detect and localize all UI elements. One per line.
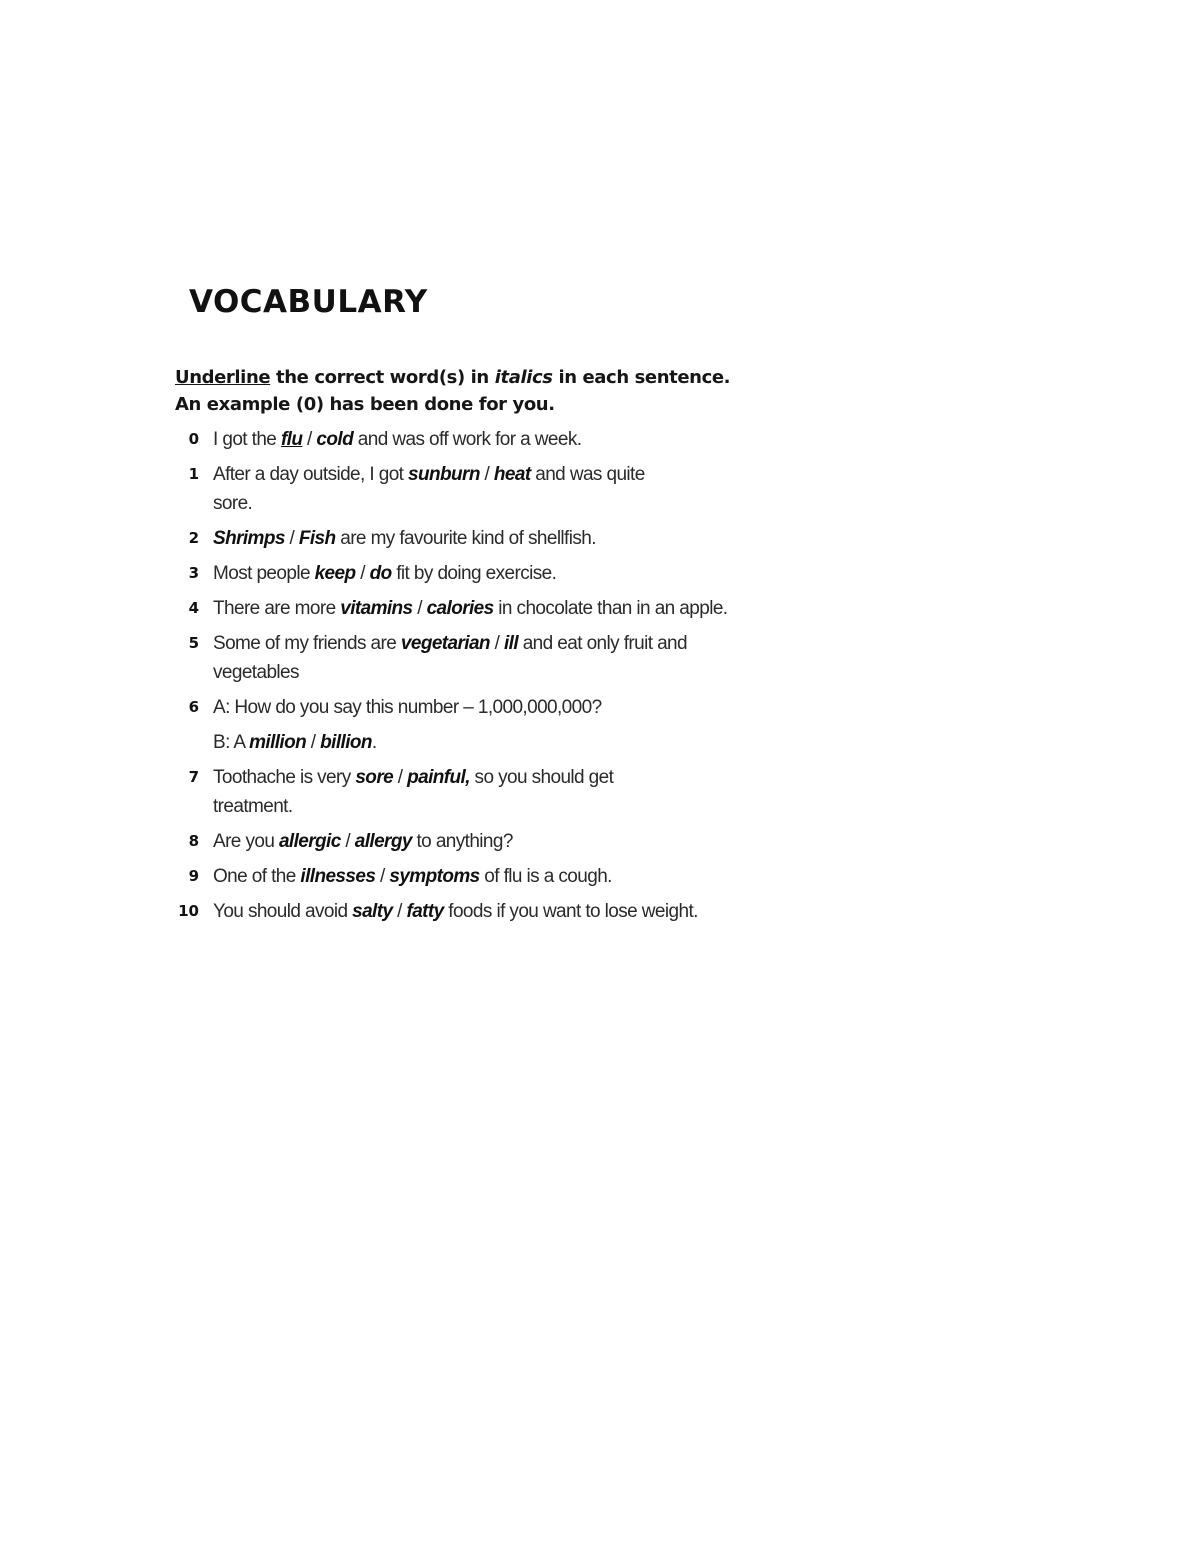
exercise-item-3: [175, 559, 735, 588]
exercise-item-8: [175, 827, 735, 856]
item-text: and was off work for a week.: [353, 429, 582, 450]
option-separator: /: [340, 831, 355, 852]
item-text: are my favourite kind of shellfish.: [335, 528, 596, 549]
item-text: fit by doing exercise.: [391, 563, 557, 584]
item-text: I got the: [213, 429, 281, 450]
option-separator: /: [355, 563, 370, 584]
instruction-italics-word: italics: [494, 367, 553, 388]
exercise-item-7: [175, 763, 673, 821]
item-text: Are you: [213, 831, 279, 852]
option-1[interactable]: salty: [352, 901, 393, 922]
option-separator: /: [284, 528, 299, 549]
option-2[interactable]: painful,: [407, 767, 470, 788]
option-separator: /: [392, 901, 407, 922]
option-2[interactable]: calories: [426, 598, 494, 619]
exercise-list: [175, 425, 735, 932]
option-1[interactable]: allergic: [278, 831, 341, 852]
exercise-item-6: [175, 693, 735, 757]
item-number: 1: [188, 465, 199, 483]
option-2[interactable]: fatty: [406, 901, 444, 922]
item-text: B: A: [213, 732, 250, 753]
option-1[interactable]: million: [249, 732, 307, 753]
item-number: 3: [188, 564, 199, 582]
option-1[interactable]: keep: [314, 563, 356, 584]
instructions: [175, 364, 775, 418]
item-text: and eat only fruit and vegetables: [213, 633, 687, 683]
exercise-item-9: [175, 862, 735, 891]
item-text: There are more: [213, 598, 341, 619]
item-text: to anything?: [411, 831, 513, 852]
exercise-item-10: [175, 897, 713, 926]
dialogue-line-a: A: How do you say this number – 1,000,000,000?: [213, 697, 602, 718]
item-number: 8: [188, 832, 199, 850]
item-number: 6: [188, 698, 199, 716]
option-1[interactable]: sunburn: [408, 464, 480, 485]
exercise-item-1: [175, 460, 683, 518]
item-text: You should avoid: [213, 901, 353, 922]
option-separator: /: [393, 767, 408, 788]
option-2[interactable]: symptoms: [389, 866, 480, 887]
option-separator: /: [412, 598, 427, 619]
item-number: 9: [188, 867, 199, 885]
option-2[interactable]: allergy: [354, 831, 412, 852]
page-title: VOCABULARY: [189, 284, 428, 320]
item-text: .: [371, 732, 377, 753]
item-number: 4: [188, 599, 199, 617]
item-text: Most people: [213, 563, 315, 584]
option-1[interactable]: vitamins: [340, 598, 413, 619]
item-text: foods if you want to lose weight.: [443, 901, 698, 922]
option-separator: /: [375, 866, 390, 887]
exercise-item-5: [175, 629, 758, 687]
item-text: of flu is a cough.: [479, 866, 612, 887]
option-1[interactable]: illnesses: [300, 866, 376, 887]
item-number: 5: [188, 634, 199, 652]
option-1[interactable]: Shrimps: [213, 528, 285, 549]
instruction-underline-word: Underline: [175, 367, 271, 388]
option-2[interactable]: heat: [493, 464, 531, 485]
option-2[interactable]: cold: [316, 429, 354, 450]
item-number: 0: [188, 430, 199, 448]
item-text: One of the: [213, 866, 301, 887]
option-2[interactable]: Fish: [298, 528, 336, 549]
option-separator: /: [479, 464, 494, 485]
instruction-line2: An example (0) has been done for you.: [175, 394, 555, 415]
item-text: Some of my friends are: [213, 633, 401, 654]
option-2[interactable]: do: [369, 563, 392, 584]
instruction-text-part1: the correct word(s) in: [270, 367, 495, 388]
option-1[interactable]: sore: [355, 767, 394, 788]
option-separator: /: [306, 732, 321, 753]
option-2[interactable]: billion: [320, 732, 372, 753]
option-separator: /: [489, 633, 504, 654]
option-separator: /: [302, 429, 317, 450]
exercise-item-2: [175, 524, 735, 553]
item-number: 10: [178, 902, 199, 920]
item-text: and was quite sore.: [213, 464, 645, 514]
option-1[interactable]: flu: [280, 429, 303, 450]
item-text: Toothache is very: [213, 767, 356, 788]
exercise-item-4: [175, 594, 743, 623]
item-text: in chocolate than in an apple.: [493, 598, 728, 619]
exercise-item-0: [175, 425, 735, 454]
item-text: After a day outside, I got: [213, 464, 409, 485]
item-number: 7: [188, 768, 199, 786]
item-number: 2: [188, 529, 199, 547]
instruction-text-part2: in each sentence.: [552, 367, 731, 388]
dialogue-line-b: [213, 728, 735, 757]
option-2[interactable]: ill: [503, 633, 519, 654]
option-1[interactable]: vegetarian: [400, 633, 490, 654]
item-text: so you should get treatment.: [213, 767, 614, 817]
